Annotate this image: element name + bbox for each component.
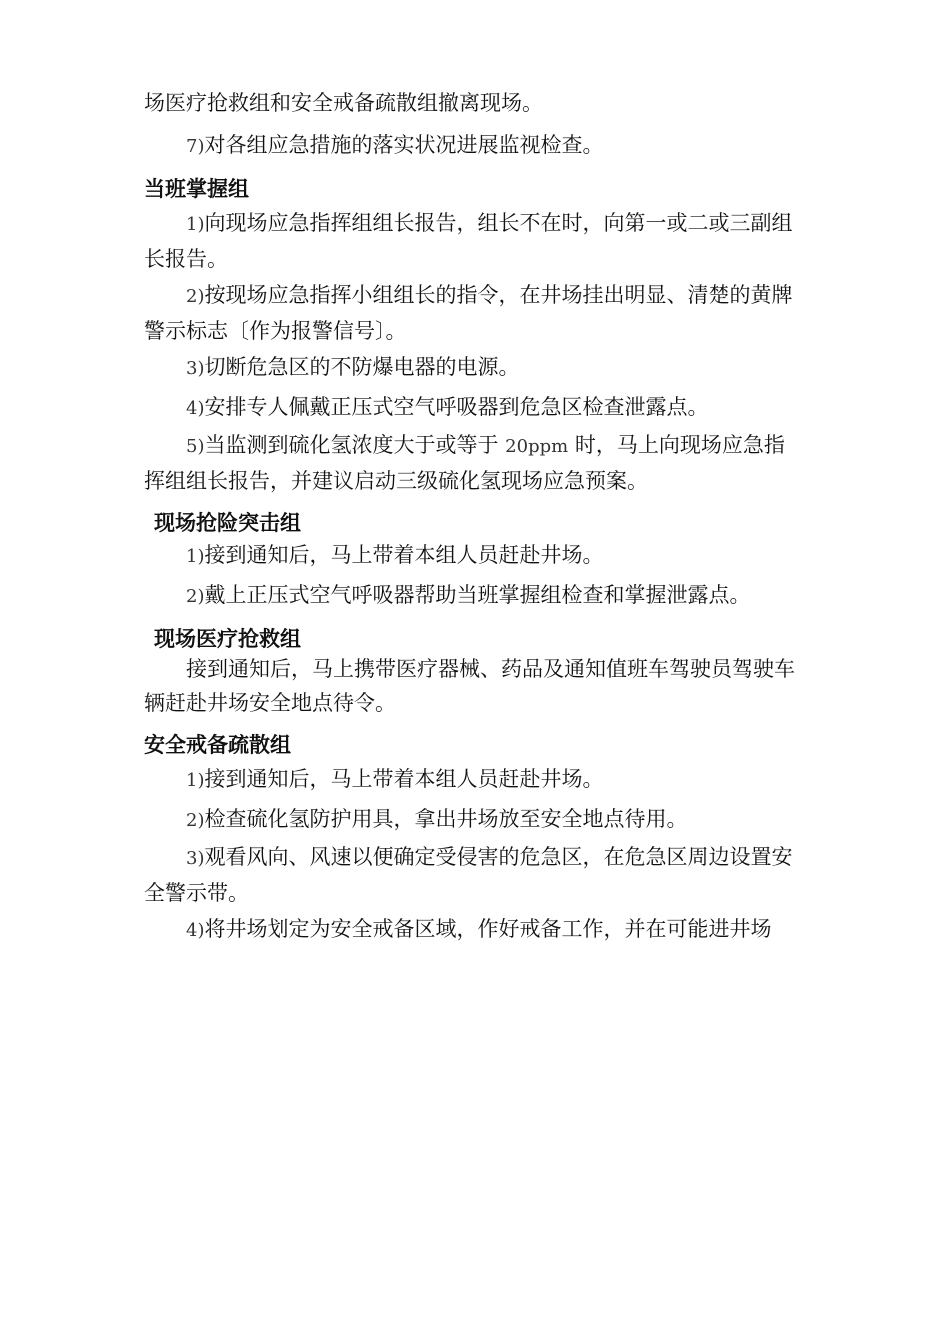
item-text: 对各组应急措施的落实状况进展监视检查。 bbox=[204, 133, 604, 157]
list-item bbox=[144, 278, 804, 348]
item-text: 向现场应急指挥组组长报告，组长不在时，向第一或二或三副组长报告。 bbox=[144, 211, 793, 271]
item-number: 2) bbox=[186, 286, 205, 307]
heading-text: 当班掌握组 bbox=[144, 177, 249, 201]
item-text: 戴上正压式空气呼吸器帮助当班掌握组检查和掌握泄露点。 bbox=[204, 583, 751, 607]
section-heading bbox=[144, 730, 804, 760]
paragraph-continuation bbox=[144, 86, 804, 120]
item-number: 3) bbox=[186, 848, 205, 869]
list-item bbox=[144, 840, 804, 910]
item-number: 1) bbox=[186, 770, 205, 791]
item-text: 按现场应急指挥小组组长的指令，在井场挂出明显、清楚的黄牌警示标志〔作为报警信号〕。 bbox=[144, 283, 793, 343]
list-item bbox=[144, 428, 804, 498]
item-text: 接到通知后，马上带着本组人员赶赴井场。 bbox=[204, 767, 604, 791]
list-item bbox=[144, 912, 804, 948]
item-text: 时，马上向现场应急指挥组组长报告，并建议启动三级硫化氢现场应急预案。 bbox=[144, 433, 785, 493]
list-item bbox=[144, 350, 804, 386]
heading-text: 安全戒备疏散组 bbox=[144, 733, 291, 757]
item-number: 4) bbox=[186, 398, 205, 419]
item-number: 3) bbox=[186, 358, 205, 379]
item-number: 1) bbox=[186, 214, 205, 235]
item-number: 2) bbox=[186, 586, 205, 607]
heading-text: 现场医疗抢救组 bbox=[154, 627, 301, 651]
item-text: 安排专人佩戴正压式空气呼吸器到危急区检查泄露点。 bbox=[204, 395, 709, 419]
list-item bbox=[144, 128, 804, 164]
item-number: 7) bbox=[186, 136, 205, 157]
section-heading bbox=[154, 508, 814, 538]
list-item bbox=[144, 578, 804, 614]
section-heading bbox=[154, 624, 814, 654]
item-number: 4) bbox=[186, 920, 205, 941]
item-text: 当监测到硫化氢浓度大于或等于 bbox=[204, 433, 506, 457]
list-item bbox=[144, 802, 804, 838]
item-number: 1) bbox=[186, 546, 205, 567]
item-text: 接到通知后，马上带着本组人员赶赴井场。 bbox=[204, 543, 604, 567]
item-text: 将井场划定为安全戒备区域，作好戒备工作，并在可能进井场 bbox=[204, 917, 772, 941]
list-item bbox=[144, 206, 804, 276]
paragraph-text: 接到通知后，马上携带医疗器械、药品及通知值班车驾驶员驾驶车辆赶赴井场安全地点待令。 bbox=[144, 657, 795, 715]
list-item bbox=[144, 390, 804, 426]
item-text: 观看风向、风速以便确定受侵害的危急区，在危急区周边设置安全警示带。 bbox=[144, 845, 793, 905]
paragraph bbox=[144, 652, 804, 720]
list-item bbox=[144, 762, 804, 798]
item-text: 切断危急区的不防爆电器的电源。 bbox=[204, 355, 520, 379]
item-number: 2) bbox=[186, 810, 205, 831]
paragraph-text: 场医疗抢救组和安全戒备疏散组撤离现场。 bbox=[144, 91, 543, 115]
item-text: 检查硫化氢防护用具，拿出井场放至安全地点待用。 bbox=[204, 807, 688, 831]
heading-text: 现场抢险突击组 bbox=[154, 511, 301, 535]
list-item bbox=[144, 538, 804, 574]
concentration-value: 20ppm bbox=[505, 436, 569, 457]
section-heading bbox=[144, 174, 804, 204]
item-number: 5) bbox=[186, 436, 205, 457]
